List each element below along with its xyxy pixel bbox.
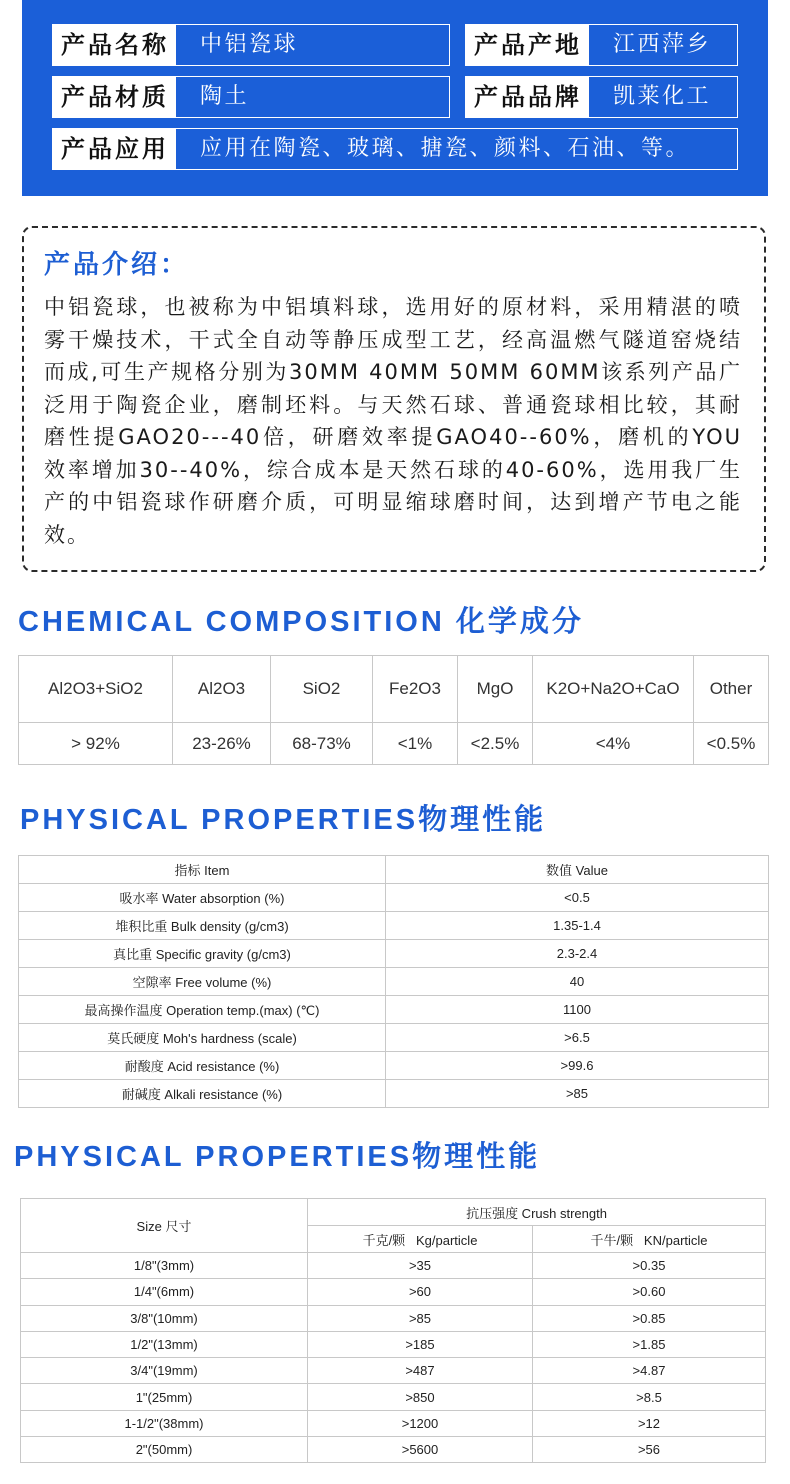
physical-value-cell: 1100 <box>386 996 769 1024</box>
physical-item-cell: 空隙率 Free volume (%) <box>19 968 386 996</box>
crush-kn-cell: >4.87 <box>533 1358 766 1384</box>
crush-kg-cell: >487 <box>308 1358 533 1384</box>
physical-item-cell: 吸水率 Water absorption (%) <box>19 884 386 912</box>
spec-name-label: 产品名称 <box>52 24 175 66</box>
table-row <box>21 1253 766 1279</box>
physical-value-cell: <0.5 <box>386 884 769 912</box>
chemical-header-row <box>19 656 769 723</box>
physical-item-cell: 耐酸度 Acid resistance (%) <box>19 1052 386 1080</box>
crush-size-cell: 1/4"(6mm) <box>21 1279 308 1305</box>
physical-item-cell: 真比重 Specific gravity (g/cm3) <box>19 940 386 968</box>
physical-value-cell: >99.6 <box>386 1052 769 1080</box>
chemical-header-cell: SiO2 <box>271 656 373 723</box>
table-row <box>19 968 769 996</box>
physical-item-cell: 最高操作温度 Operation temp.(max) (℃) <box>19 996 386 1024</box>
chemical-header-cell: Fe2O3 <box>373 656 458 723</box>
crush-kn-cell: >0.85 <box>533 1305 766 1331</box>
crush-size-cell: 1/2"(13mm) <box>21 1331 308 1357</box>
crush-size-cell: 3/8"(10mm) <box>21 1305 308 1331</box>
crush-strength-title: PHYSICAL PROPERTIES物理性能 <box>14 1141 541 1173</box>
crush-size-cell: 1/8"(3mm) <box>21 1253 308 1279</box>
crush-kg-cell: >60 <box>308 1279 533 1305</box>
intro-line: 中铝瓷球，也被称为中铝填料球，选用好的原材料，采用精湛的喷 <box>44 295 742 319</box>
crush-kg-cell: >85 <box>308 1305 533 1331</box>
physical-item-cell: 莫氏硬度 Moh's hardness (scale) <box>19 1024 386 1052</box>
spec-brand-label: 产品品牌 <box>465 76 588 118</box>
physical-header-row <box>19 856 769 884</box>
crush-kn-cell: >56 <box>533 1437 766 1463</box>
crush-kn-cell: >12 <box>533 1410 766 1436</box>
product-spec-panel <box>22 0 768 196</box>
table-row <box>21 1358 766 1384</box>
chemical-value-cell: 23-26% <box>173 723 271 765</box>
chemical-value-cell: <1% <box>373 723 458 765</box>
physical-value-cell: >85 <box>386 1080 769 1108</box>
crush-kn-cell: >1.85 <box>533 1331 766 1357</box>
crush-kg-cell: >35 <box>308 1253 533 1279</box>
spec-application-value: 应用在陶瓷、玻璃、搪瓷、颜料、石油、等。 <box>175 128 738 170</box>
chemical-value-cell: <4% <box>533 723 694 765</box>
physical-item-cell: 耐碱度 Alkali resistance (%) <box>19 1080 386 1108</box>
spec-name-value: 中铝瓷球 <box>175 24 450 66</box>
spec-material-label: 产品材质 <box>52 76 175 118</box>
physical-item-cell: 堆积比重 Bulk density (g/cm3) <box>19 912 386 940</box>
spec-application-label: 产品应用 <box>52 128 175 170</box>
intro-line: 磨性提GAO20---40倍，研磨效率提GAO40--60%，磨机的YOU <box>44 425 742 449</box>
chemical-value-cell: > 92% <box>19 723 173 765</box>
intro-paragraph <box>44 291 742 551</box>
physical-properties-table <box>18 855 769 1108</box>
chemical-header-cell: Al2O3+SiO2 <box>19 656 173 723</box>
crush-kg-cell: >185 <box>308 1331 533 1357</box>
crush-strength-table <box>20 1198 766 1463</box>
intro-title: 产品介绍： <box>44 250 190 280</box>
table-row <box>21 1384 766 1410</box>
table-row <box>21 1279 766 1305</box>
intro-line: 雾干燥技术，干式全自动等静压成型工艺，经高温燃气隧道窑烧结 <box>44 327 742 352</box>
table-row <box>19 996 769 1024</box>
product-intro-box <box>22 226 766 572</box>
physical-value-cell: >6.5 <box>386 1024 769 1052</box>
chemical-composition-table <box>18 655 769 765</box>
table-row <box>19 1024 769 1052</box>
chemical-value-cell: <2.5% <box>458 723 533 765</box>
chemical-composition-title: CHEMICAL COMPOSITION 化学成分 <box>18 606 584 638</box>
crush-kg-cell: >850 <box>308 1384 533 1410</box>
crush-kn-cell: >0.60 <box>533 1279 766 1305</box>
crush-header-row <box>21 1199 766 1226</box>
chemical-value-row <box>19 723 769 765</box>
crush-size-cell: 1-1/2"(38mm) <box>21 1410 308 1436</box>
intro-line: 效。 <box>44 522 90 547</box>
chemical-header-cell: Al2O3 <box>173 656 271 723</box>
crush-strength-header: 抗压强度 Crush strength <box>308 1199 766 1226</box>
table-row <box>21 1331 766 1357</box>
table-row <box>21 1437 766 1463</box>
crush-size-cell: 3/4"(19mm) <box>21 1358 308 1384</box>
intro-line: 而成,可生产规格分别为30MM 40MM 50MM 60MM该系列产品广 <box>44 360 742 384</box>
chemical-header-cell: MgO <box>458 656 533 723</box>
crush-kg-header: 千克/颗 Kg/particle <box>308 1226 533 1253</box>
physical-value-cell: 2.3-2.4 <box>386 940 769 968</box>
physical-value-cell: 40 <box>386 968 769 996</box>
physical-header-item: 指标 Item <box>19 856 386 884</box>
crush-size-cell: 2"(50mm) <box>21 1437 308 1463</box>
crush-kn-header: 千牛/颗 KN/particle <box>533 1226 766 1253</box>
chemical-value-cell: 68-73% <box>271 723 373 765</box>
chemical-header-cell: K2O+Na2O+CaO <box>533 656 694 723</box>
table-row <box>19 1080 769 1108</box>
spec-material-value: 陶土 <box>175 76 450 118</box>
crush-kn-cell: >0.35 <box>533 1253 766 1279</box>
physical-value-cell: 1.35-1.4 <box>386 912 769 940</box>
crush-size-cell: 1"(25mm) <box>21 1384 308 1410</box>
table-row <box>19 884 769 912</box>
table-row <box>19 1052 769 1080</box>
table-row <box>21 1305 766 1331</box>
chemical-header-cell: Other <box>694 656 769 723</box>
crush-kg-cell: >1200 <box>308 1410 533 1436</box>
crush-kn-cell: >8.5 <box>533 1384 766 1410</box>
intro-line: 产的中铝瓷球作研磨介质，可明显缩球磨时间，达到增产节电之能 <box>44 490 742 514</box>
table-row <box>19 940 769 968</box>
spec-brand-value: 凯莱化工 <box>588 76 738 118</box>
intro-line: 效率增加30--40%，综合成本是天然石球的40-60%，选用我厂生 <box>44 457 742 482</box>
table-row <box>21 1410 766 1436</box>
crush-kg-cell: >5600 <box>308 1437 533 1463</box>
physical-properties-title: PHYSICAL PROPERTIES物理性能 <box>20 804 547 836</box>
spec-origin-value: 江西萍乡 <box>588 24 738 66</box>
chemical-value-cell: <0.5% <box>694 723 769 765</box>
table-row <box>19 912 769 940</box>
spec-origin-label: 产品产地 <box>465 24 588 66</box>
intro-line: 泛用于陶瓷企业，磨制坯料。与天然石球、普通瓷球相比较，其耐 <box>44 392 742 417</box>
crush-size-header: Size 尺寸 <box>21 1199 308 1253</box>
physical-header-value: 数值 Value <box>386 856 769 884</box>
